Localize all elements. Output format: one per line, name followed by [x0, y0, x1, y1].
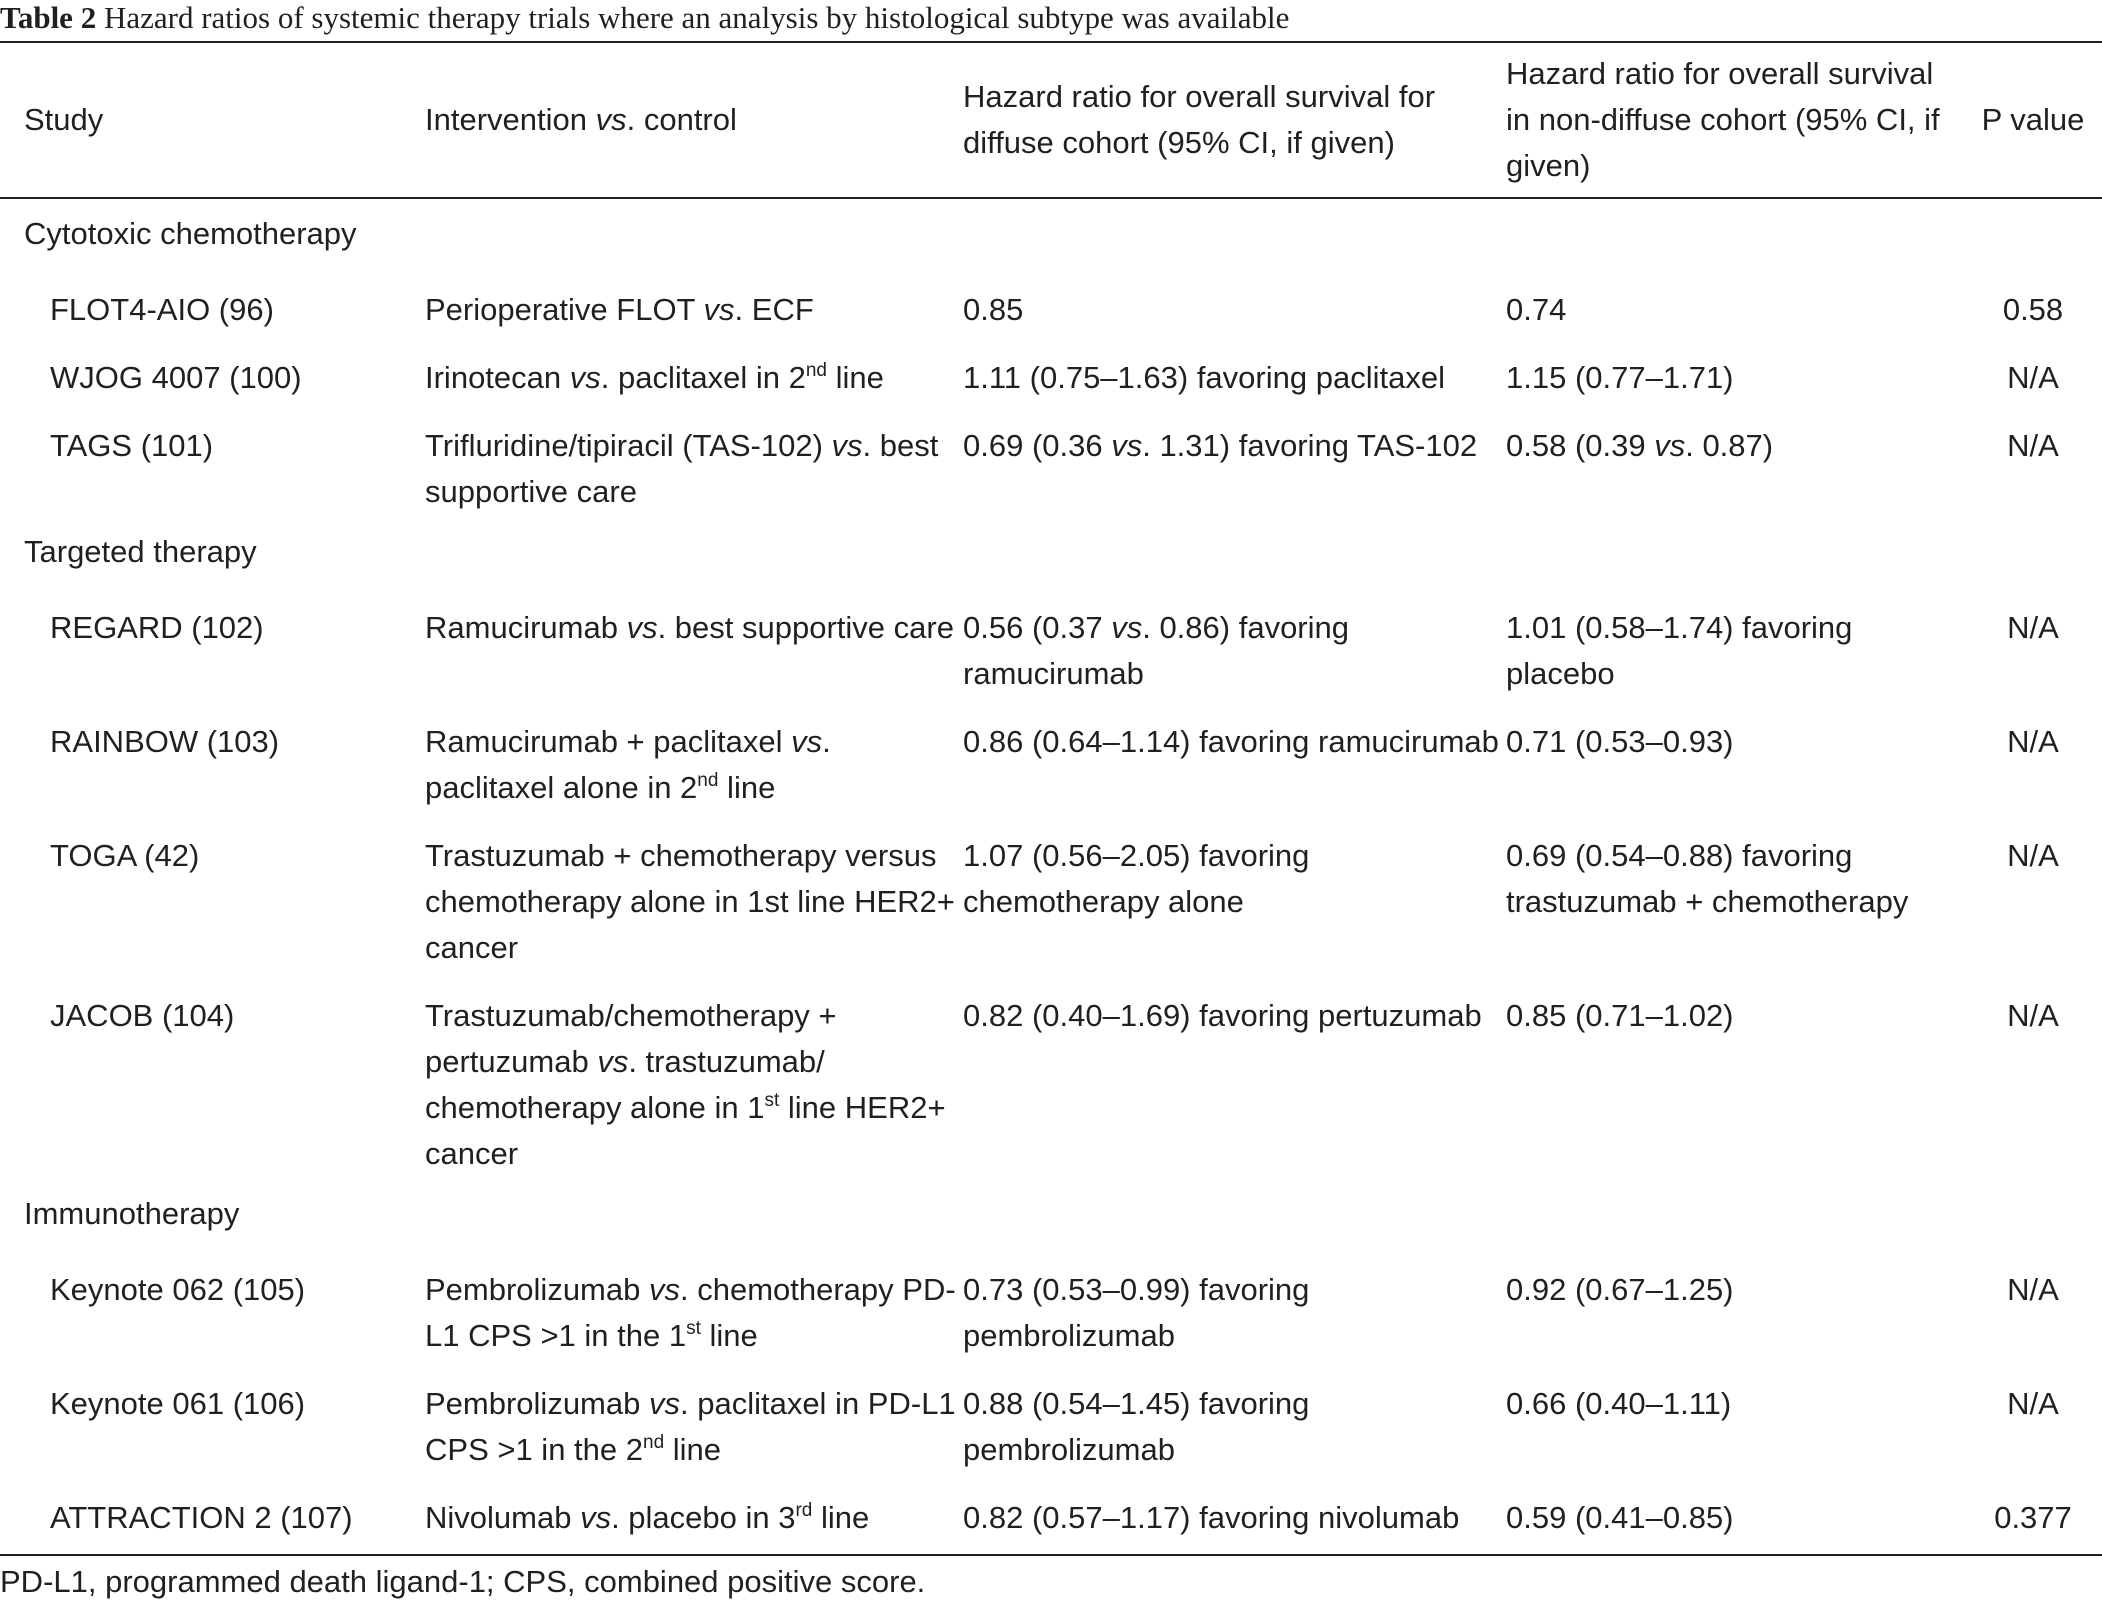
table-row [0, 971, 2102, 1177]
cell-diffuse-hr: 0.88 (0.54–1.45) favoring pembrolizumab [963, 1386, 1310, 1467]
cell-diffuse-hr: 1.07 (0.56–2.05) favoring chemotherapy alone [963, 838, 1310, 919]
cell-pvalue: N/A [2007, 360, 2059, 395]
table-caption-text: Hazard ratios of systemic therapy trials where an analysis by histological subtype was available [96, 0, 1290, 35]
cell-nondiffuse-hr: 0.85 (0.71–1.02) [1506, 998, 1734, 1033]
cell-intervention: Trastuzumab + chemotherapy versus chemotherapy alone in 1st line HER2+ cancer [425, 838, 955, 965]
table-caption-label: Table 2 [0, 0, 97, 35]
cell-intervention: Pembrolizumab vs. chemotherapy PD-L1 CPS >1 in the 1st line [425, 1272, 956, 1353]
cell-study: Keynote 062 (105) [50, 1272, 306, 1307]
group-heading: Cytotoxic chemotherapy [24, 216, 357, 251]
cell-diffuse-hr: 0.82 (0.57–1.17) favoring nivolumab [963, 1500, 1460, 1535]
cell-intervention: Trastuzumab/chemotherapy + pertuzumab vs. trastuzumab/ chemotherapy alone in 1st line HER2+ cancer [425, 998, 946, 1171]
cell-intervention: Irinotecan vs. paclitaxel in 2nd line [425, 360, 884, 395]
cell-nondiffuse-hr: 0.58 (0.39 vs. 0.87) [1506, 428, 1774, 463]
table-body [0, 197, 2102, 1541]
table-row [0, 333, 2102, 401]
cell-diffuse-hr: 0.85 [963, 292, 1024, 327]
cell-intervention: Ramucirumab vs. best supportive care [425, 610, 954, 645]
cell-pvalue: N/A [2007, 428, 2059, 463]
table-row [0, 593, 2102, 697]
cell-diffuse-hr: 0.69 (0.36 vs. 1.31) favoring TAS-102 [963, 428, 1478, 463]
cell-diffuse-hr: 0.56 (0.37 vs. 0.86) favoring ramucirumab [963, 610, 1350, 691]
cell-pvalue: N/A [2007, 724, 2059, 759]
header-nondiffuse: Hazard ratio for overall survival in non-diffuse cohort (95% CI, if given) [1506, 56, 1940, 183]
group-heading: Targeted therapy [24, 534, 257, 569]
cell-study: RAINBOW (103) [50, 724, 280, 759]
cell-pvalue: 0.58 [2002, 292, 2064, 327]
cell-nondiffuse-hr: 0.92 (0.67–1.25) [1506, 1272, 1734, 1307]
cell-intervention: Ramucirumab + paclitaxel vs. paclitaxel alone in 2nd line [425, 724, 831, 805]
cell-pvalue: N/A [2007, 838, 2059, 873]
cell-intervention: Trifluridine/tipiracil (TAS-102) vs. best supportive care [425, 428, 939, 509]
table-row [0, 275, 2102, 333]
cell-intervention: Perioperative FLOT vs. ECF [425, 292, 814, 327]
table-row [0, 1473, 2102, 1541]
cell-nondiffuse-hr: 1.01 (0.58–1.74) favoring placebo [1506, 610, 1853, 691]
table-row [0, 697, 2102, 811]
group-row [0, 1177, 2102, 1255]
table-row [0, 401, 2102, 515]
cell-nondiffuse-hr: 0.71 (0.53–0.93) [1506, 724, 1734, 759]
cell-intervention: Pembrolizumab vs. paclitaxel in PD-L1 CPS >1 in the 2nd line [425, 1386, 956, 1467]
header-intervention: Intervention vs. control [425, 102, 737, 137]
cell-study: Keynote 061 (106) [50, 1386, 306, 1421]
hazard-ratio-table [0, 43, 2102, 1541]
cell-study: JACOB (104) [50, 998, 235, 1033]
cell-pvalue: N/A [2007, 610, 2059, 645]
group-row [0, 197, 2102, 275]
cell-nondiffuse-hr: 0.74 [1506, 292, 1567, 327]
cell-diffuse-hr: 0.73 (0.53–0.99) favoring pembrolizumab [963, 1272, 1310, 1353]
header-pvalue: P value [1981, 102, 2085, 137]
group-heading: Immunotherapy [24, 1196, 240, 1231]
header-study: Study [24, 102, 104, 137]
table-row [0, 1359, 2102, 1473]
cell-nondiffuse-hr: 0.69 (0.54–0.88) favoring trastuzumab + chemotherapy [1506, 838, 1909, 919]
cell-study: REGARD (102) [50, 610, 264, 645]
cell-diffuse-hr: 1.11 (0.75–1.63) favoring paclitaxel [963, 360, 1445, 395]
cell-study: ATTRACTION 2 (107) [50, 1500, 353, 1535]
bottom-rule [0, 1554, 2102, 1556]
table-row [0, 1255, 2102, 1359]
cell-study: FLOT4-AIO (96) [50, 292, 274, 327]
cell-pvalue: N/A [2007, 998, 2059, 1033]
cell-diffuse-hr: 0.86 (0.64–1.14) favoring ramucirumab [963, 724, 1499, 759]
cell-study: WJOG 4007 (100) [50, 360, 302, 395]
cell-study: TAGS (101) [50, 428, 214, 463]
table-footnote: PD-L1, programmed death ligand-1; CPS, combined positive score. [0, 1564, 926, 1599]
cell-nondiffuse-hr: 0.59 (0.41–0.85) [1506, 1500, 1734, 1535]
cell-study: TOGA (42) [50, 838, 200, 873]
cell-pvalue: 0.377 [1994, 1500, 2072, 1535]
table-row [0, 811, 2102, 971]
group-row [0, 515, 2102, 593]
cell-pvalue: N/A [2007, 1386, 2059, 1421]
cell-intervention: Nivolumab vs. placebo in 3rd line [425, 1500, 870, 1535]
header-diffuse: Hazard ratio for overall survival for diffuse cohort (95% CI, if given) [963, 79, 1436, 160]
cell-diffuse-hr: 0.82 (0.40–1.69) favoring pertuzumab [963, 998, 1482, 1033]
table-caption [0, 0, 2102, 40]
cell-nondiffuse-hr: 0.66 (0.40–1.11) [1506, 1386, 1732, 1421]
cell-pvalue: N/A [2007, 1272, 2059, 1307]
cell-nondiffuse-hr: 1.15 (0.77–1.71) [1506, 360, 1734, 395]
table-header [0, 43, 2102, 197]
